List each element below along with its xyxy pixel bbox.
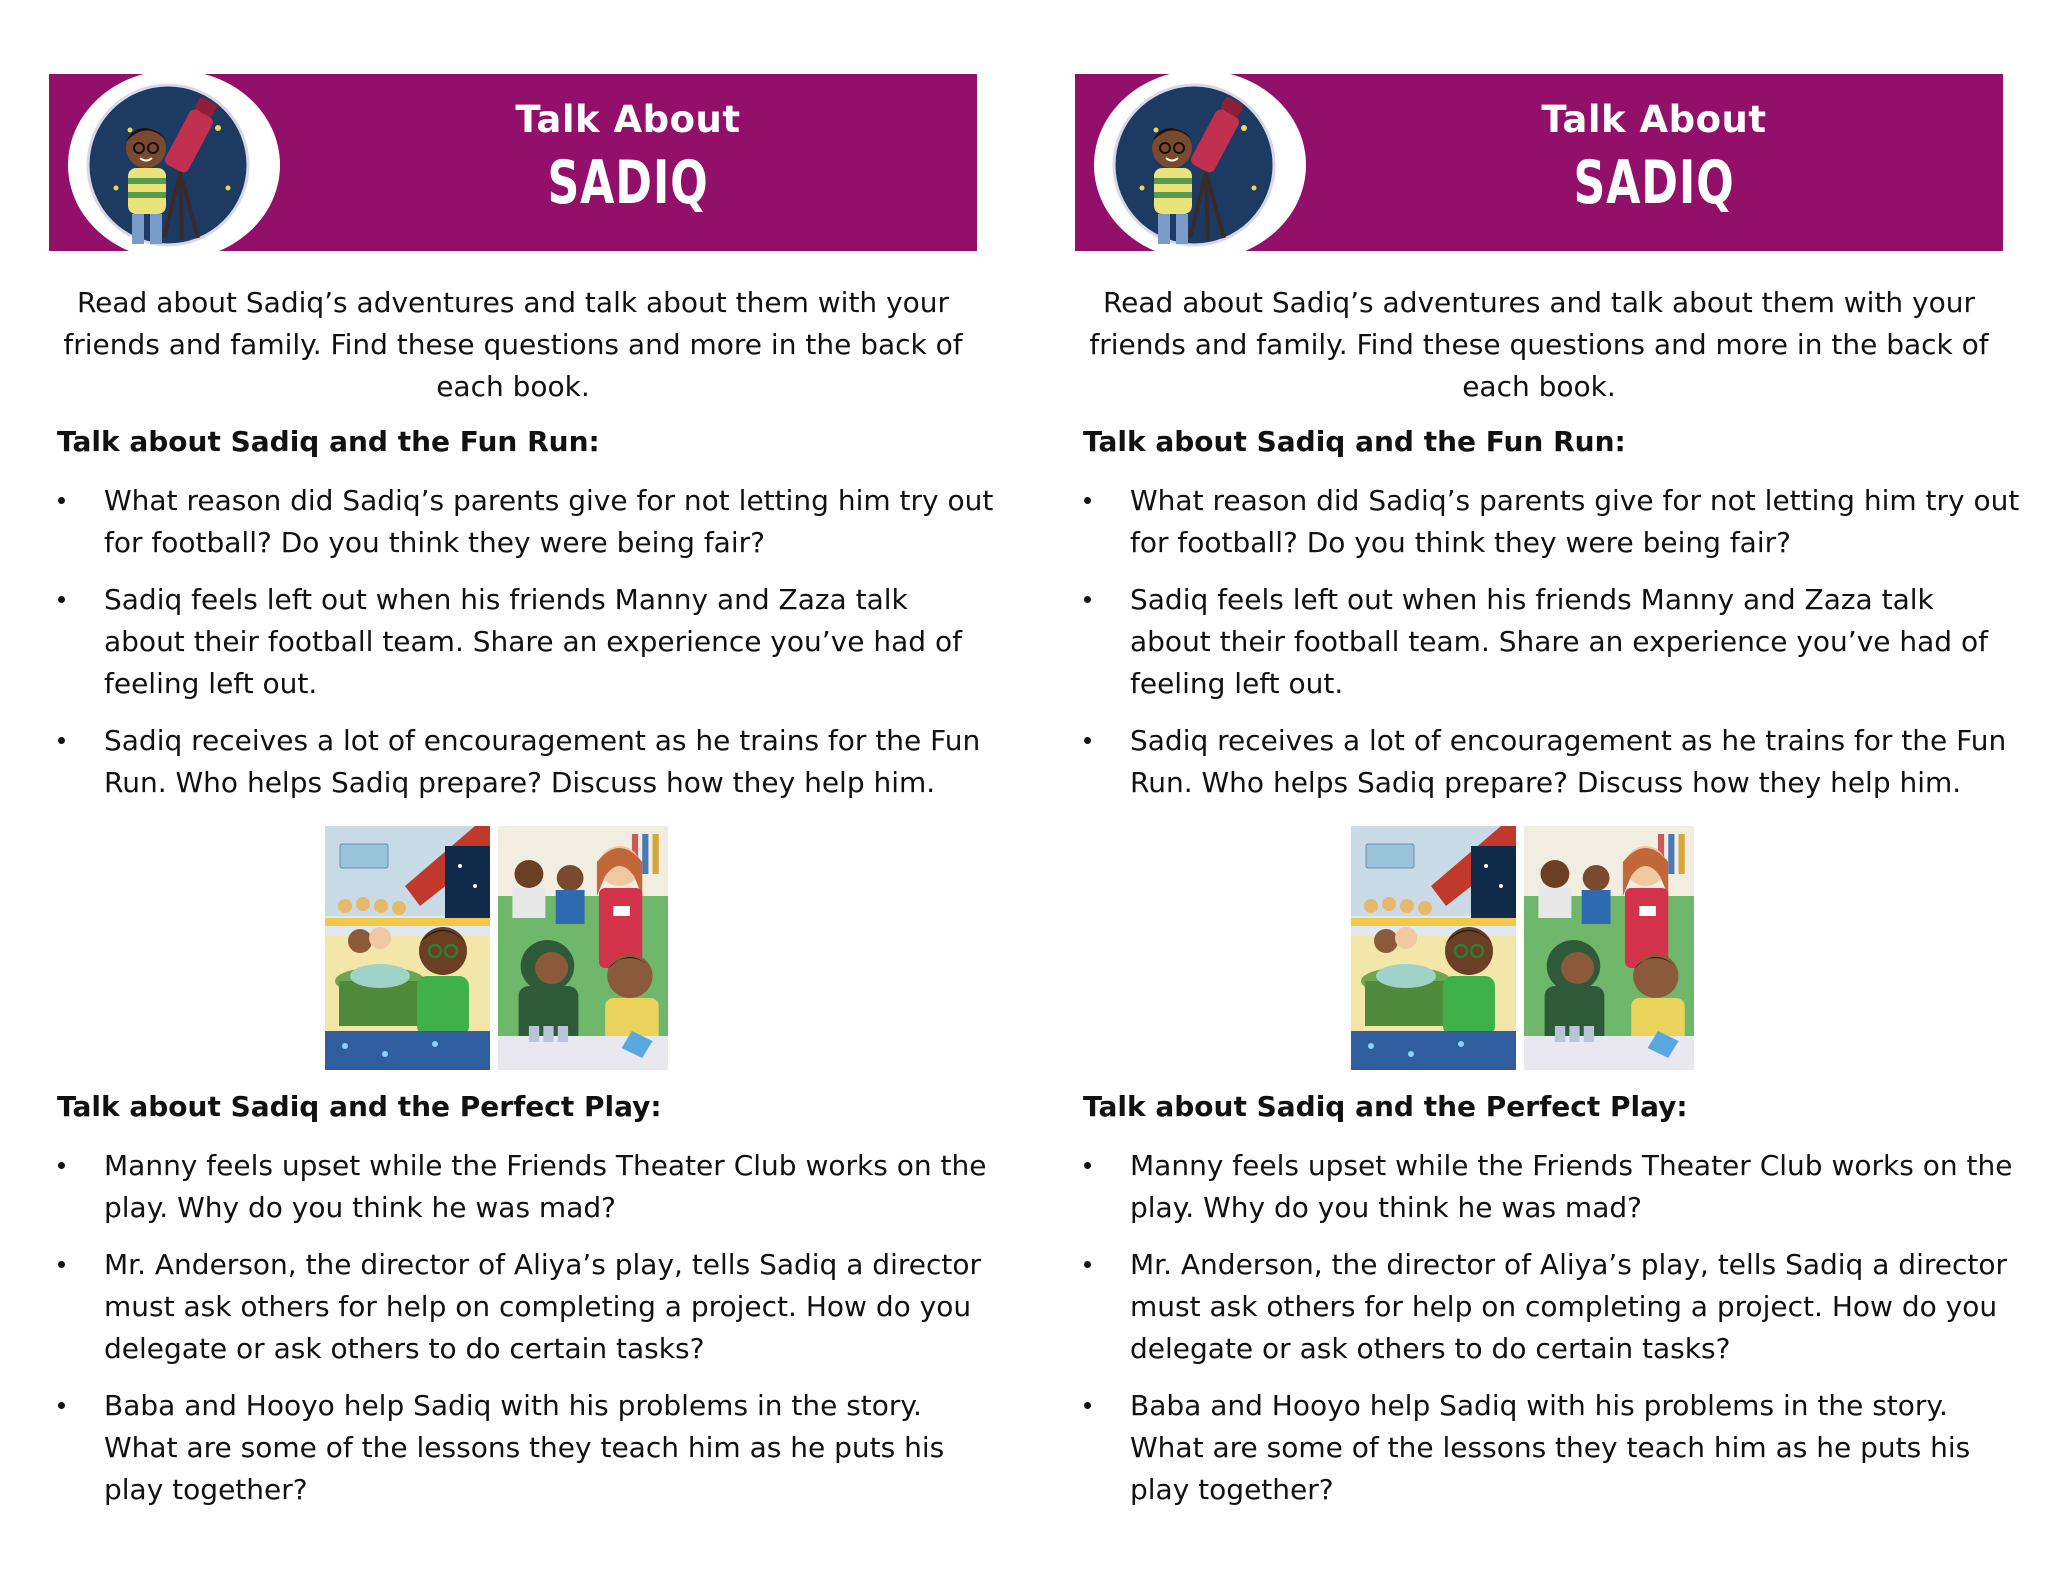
question-line: Baba and Hooyo help Sadiq with his problems in the story. [104,1389,922,1422]
question-item [49,720,981,804]
question-item [1075,720,2007,804]
intro-paragraph [49,282,977,408]
title-banner [49,74,977,251]
intro-line: each book. [1462,370,1616,403]
question-item [49,1385,977,1511]
banner-name: SADIQ [1573,148,1735,218]
question-line: What reason did Sadiq’s parents give for not letting him try out [104,484,994,517]
question-line: Sadiq receives a lot of encouragement as he trains for the Fun [1130,724,2007,757]
banner-name: SADIQ [547,148,709,218]
section-title-perfect-play: Talk about Sadiq and the Perfect Play: [57,1090,662,1123]
question-line: Sadiq feels left out when his friends Manny and Zaza talk [104,583,908,616]
sadiq-telescope-illustration [68,70,280,260]
question-item [49,1244,981,1370]
question-line: Sadiq feels left out when his friends Manny and Zaza talk [1130,583,1934,616]
question-line: Mr. Anderson, the director of Aliya’s play, tells Sadiq a director [104,1248,981,1281]
question-item [49,579,977,705]
bullet-icon [58,1162,65,1169]
intro-line: friends and family. Find these questions and more in the back of [1089,328,1989,361]
question-line: for football? Do you think they were being fair? [1130,526,1791,559]
bullet-icon [58,1402,65,1409]
intro-line: each book. [436,370,590,403]
book-cover-perfect-play-illustration [498,826,668,1070]
question-line: about their football team. Share an experience you’ve had of [104,625,962,658]
bullet-icon [58,737,65,744]
banner-title: Talk About [1541,98,1767,141]
sadiq-telescope-illustration [1094,70,1306,260]
question-line: What reason did Sadiq’s parents give for not letting him try out [1130,484,2020,517]
question-item [49,480,994,564]
book-cover-fun-run-illustration [1351,826,1516,1070]
book-cover-fun-run-illustration [325,826,490,1070]
perfect-play-questions [49,1145,987,1526]
section-title-fun-run: Talk about Sadiq and the Fun Run: [57,425,600,458]
question-line: play. Why do you think he was mad? [104,1191,616,1224]
bullet-icon [1084,1402,1091,1409]
question-line: Run. Who helps Sadiq prepare? Discuss how they help him. [1130,766,1962,799]
question-item [1075,1244,2007,1370]
question-line: What are some of the lessons they teach him as he puts his [104,1431,945,1464]
handout-panel-left [49,72,994,1532]
question-item [1075,1145,2013,1229]
question-line: delegate or ask others to do certain tasks? [1130,1332,1731,1365]
question-line: Manny feels upset while the Friends Theater Club works on the [104,1149,987,1182]
bullet-icon [1084,1162,1091,1169]
question-line: Baba and Hooyo help Sadiq with his problems in the story. [1130,1389,1948,1422]
handout-panel-right [1075,72,2020,1532]
fun-run-questions [1075,480,2020,819]
question-line: feeling left out. [1130,667,1344,700]
intro-paragraph [1075,282,2003,408]
question-line: What are some of the lessons they teach him as he puts his [1130,1431,1971,1464]
question-line: must ask others for help on completing a project. How do you [104,1290,972,1323]
perfect-play-questions [1075,1145,2013,1526]
intro-line: Read about Sadiq’s adventures and talk about them with your [76,286,950,319]
bullet-icon [58,1261,65,1268]
intro-line: Read about Sadiq’s adventures and talk about them with your [1102,286,1976,319]
question-line: delegate or ask others to do certain tasks? [104,1332,705,1365]
bullet-icon [1084,497,1091,504]
question-line: play together? [104,1473,308,1506]
question-item [1075,480,2020,564]
question-line: for football? Do you think they were being fair? [104,526,765,559]
question-line: play together? [1130,1473,1334,1506]
book-cover-perfect-play-illustration [1524,826,1694,1070]
question-line: Run. Who helps Sadiq prepare? Discuss how they help him. [104,766,936,799]
title-banner [1075,74,2003,251]
question-line: must ask others for help on completing a project. How do you [1130,1290,1998,1323]
question-item [1075,1385,2003,1511]
section-title-perfect-play: Talk about Sadiq and the Perfect Play: [1083,1090,1688,1123]
question-line: Mr. Anderson, the director of Aliya’s play, tells Sadiq a director [1130,1248,2007,1281]
bullet-icon [58,497,65,504]
intro-line: friends and family. Find these questions and more in the back of [63,328,963,361]
question-line: Sadiq receives a lot of encouragement as he trains for the Fun [104,724,981,757]
question-item [1075,579,2003,705]
question-item [49,1145,987,1229]
bullet-icon [58,596,65,603]
bullet-icon [1084,737,1091,744]
question-line: feeling left out. [104,667,318,700]
bullet-icon [1084,596,1091,603]
fun-run-questions [49,480,994,819]
question-line: play. Why do you think he was mad? [1130,1191,1642,1224]
question-line: about their football team. Share an experience you’ve had of [1130,625,1988,658]
banner-title: Talk About [515,98,741,141]
question-line: Manny feels upset while the Friends Theater Club works on the [1130,1149,2013,1182]
section-title-fun-run: Talk about Sadiq and the Fun Run: [1083,425,1626,458]
bullet-icon [1084,1261,1091,1268]
